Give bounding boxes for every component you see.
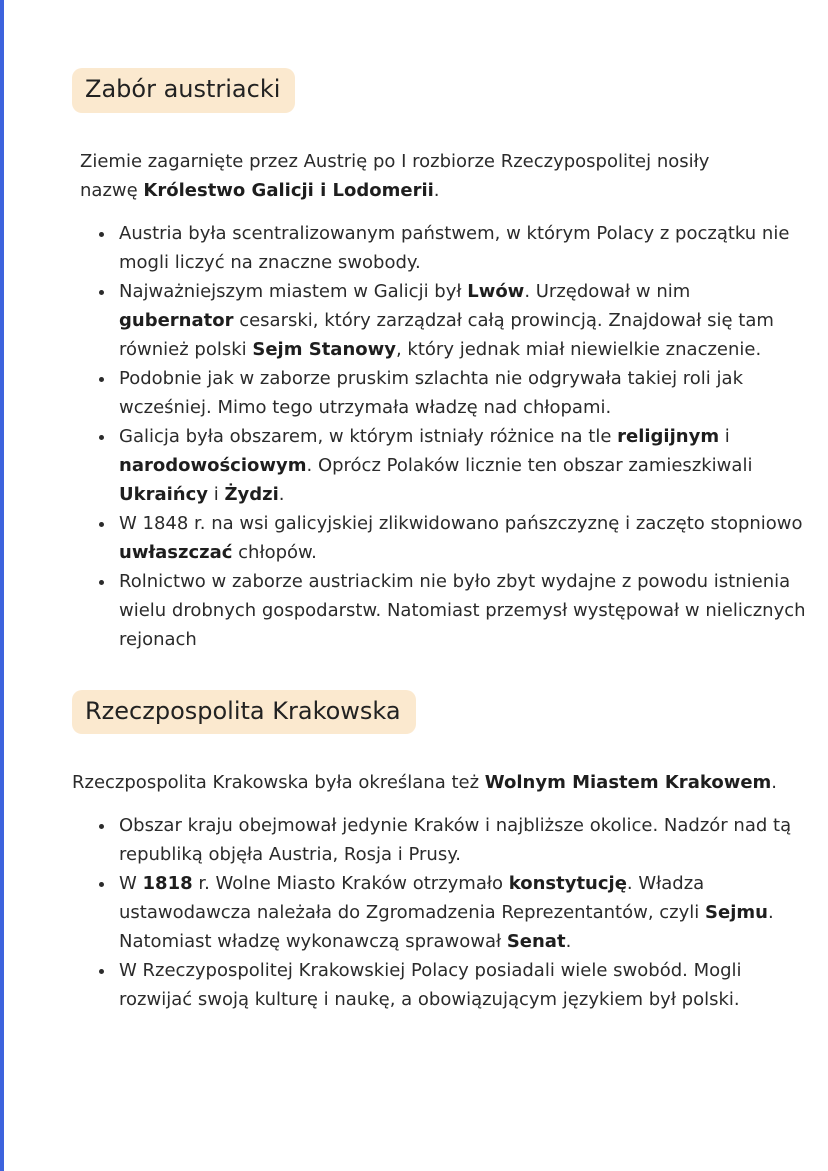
bold-text-segment: Królestwo Galicji i Lodomerii bbox=[143, 179, 434, 201]
bullet-list bbox=[80, 219, 806, 654]
text-segment: . bbox=[771, 772, 778, 794]
bold-text-segment: Sejmu bbox=[705, 902, 768, 924]
text-segment: . Urzędował w nim bbox=[524, 280, 691, 302]
bold-text-segment: Wolnym Miastem Krakowem bbox=[484, 772, 772, 794]
bullet-list bbox=[80, 811, 806, 1014]
list-item bbox=[116, 567, 806, 654]
list-item bbox=[116, 422, 806, 509]
page-left-accent-bar bbox=[0, 0, 4, 1171]
text-segment: cesarski, który zarządzał całą prowincją. Znajdował się tam również polski bbox=[119, 309, 774, 360]
text-segment: Ziemie zagarnięte przez Austrię po I rozbiorze Rzeczypospolitej nosiły nazwę bbox=[80, 150, 710, 201]
bold-text-segment: konstytucję bbox=[508, 873, 627, 895]
section-intro-paragraph bbox=[80, 147, 720, 205]
text-segment: i bbox=[719, 425, 730, 447]
section-heading: Zabór austriacki bbox=[72, 68, 295, 113]
text-segment: Rzeczpospolita Krakowska była określana też bbox=[72, 772, 485, 794]
text-segment: W Rzeczypospolitej Krakowskiej Polacy posiadali wiele swobód. Mogli rozwijać swoją kulturę i naukę, a obowiązującym językiem był polski. bbox=[119, 960, 742, 1011]
list-item bbox=[116, 364, 806, 422]
bold-text-segment: 1818 bbox=[142, 873, 193, 895]
bold-text-segment: Żydzi bbox=[224, 483, 279, 505]
bold-text-segment: uwłaszczać bbox=[119, 541, 233, 563]
text-segment: Podobnie jak w zaborze pruskim szlachta nie odgrywała takiej roli jak wcześniej. Mimo tego utrzymała władzę nad chłopami. bbox=[119, 367, 743, 418]
bold-text-segment: narodowościowym bbox=[119, 454, 307, 476]
text-segment: chłopów. bbox=[232, 541, 317, 563]
list-item bbox=[116, 509, 806, 567]
text-segment: . bbox=[565, 931, 572, 953]
section-rzeczpospolita-krakowska bbox=[72, 670, 810, 1015]
list-item bbox=[116, 811, 806, 869]
list-item bbox=[116, 219, 806, 277]
list-item bbox=[116, 869, 806, 956]
text-segment: . bbox=[278, 483, 285, 505]
section-zabor-austriacki bbox=[72, 48, 810, 654]
section-intro-paragraph bbox=[72, 768, 810, 797]
text-segment: W bbox=[119, 873, 143, 895]
text-segment: . Władza ustawodawcza należała do Zgromadzenia Reprezentantów, czyli bbox=[119, 873, 706, 924]
list-item bbox=[116, 277, 806, 364]
bold-text-segment: Lwów bbox=[467, 280, 525, 302]
text-segment: Najważniejszym miastem w Galicji był bbox=[119, 280, 468, 302]
text-segment: r. Wolne Miasto Kraków otrzymało bbox=[192, 873, 509, 895]
text-segment: Obszar kraju obejmował jedynie Kraków i najbliższe okolice. Nadzór nad tą republiką objęła Austria, Rosja i Prusy. bbox=[119, 815, 792, 866]
text-segment: i bbox=[208, 483, 225, 505]
text-segment: Rolnictwo w zaborze austriackim nie było zbyt wydajne z powodu istnienia wielu drobnych gospodarstw. Natomiast przemysł występował w nielicznych rejonach bbox=[119, 570, 806, 650]
text-segment: Galicja była obszarem, w którym istniały różnice na tle bbox=[119, 425, 618, 447]
bold-text-segment: Sejm Stanowy bbox=[252, 338, 396, 360]
bold-text-segment: Senat bbox=[506, 931, 566, 953]
text-segment: , który jednak miał niewielkie znaczenie. bbox=[395, 338, 762, 360]
text-segment: . bbox=[433, 179, 440, 201]
text-segment: . Oprócz Polaków licznie ten obszar zamieszkiwali bbox=[306, 454, 753, 476]
text-segment: Austria była scentralizowanym państwem, w którym Polacy z początku nie mogli liczyć na znaczne swobody. bbox=[119, 222, 790, 273]
list-item bbox=[116, 956, 806, 1014]
text-segment: W 1848 r. na wsi galicyjskiej zlikwidowano pańszczyznę i zaczęto stopniowo bbox=[119, 512, 803, 534]
text-segment: . Natomiast władzę wykonawczą sprawował bbox=[119, 902, 774, 953]
bold-text-segment: Ukraińcy bbox=[119, 483, 208, 505]
section-heading: Rzeczpospolita Krakowska bbox=[72, 690, 416, 735]
bold-text-segment: religijnym bbox=[617, 425, 720, 447]
bold-text-segment: gubernator bbox=[119, 309, 234, 331]
